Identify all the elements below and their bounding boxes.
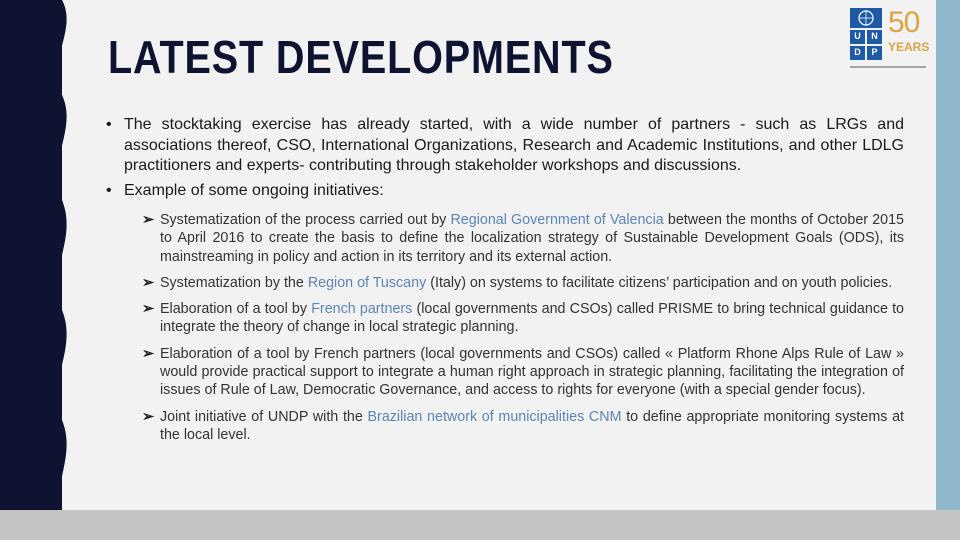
logo-anniversary-number: 50 xyxy=(888,6,920,39)
initiative-item: ➢ Elaboration of a tool by French partners (local governments and CSOs) called PRISME to bring technical guidance to integrate the theory of change in local strategic planning. xyxy=(142,301,905,336)
arrow-bullet-icon: ➢ xyxy=(142,301,154,318)
bullet-dot-icon: • xyxy=(106,116,112,133)
logo-letter-u: U xyxy=(850,30,865,44)
bottom-gray-bar xyxy=(0,510,960,540)
initiative-item: ➢ Systematization by the Region of Tuscany (Italy) on systems to facilitate citizens’ participation and on youth policies. xyxy=(142,274,893,291)
undp-50-years-logo xyxy=(850,6,930,68)
initiative-item: ➢ Elaboration of a tool by French partners (local governments and CSOs) called « Platform Rhone Alps Rule of Law » would provide practical support to integrate a human right approach in strategic planning, facilitating the integration of issues of Rule of Law, Democratic Governance, and access to rights for everyone (with a special gender focus). xyxy=(142,345,904,399)
bullet-item: • The stocktaking exercise has already started, with a wide number of partners - such as LRGs and associations thereof, CSO, International Organizations, Research and Academic Institutions, and other LDLG practitioners and experts- contributing through stakeholder workshops and discussions. xyxy=(106,116,904,174)
arrow-bullet-icon: ➢ xyxy=(142,408,154,425)
right-accent-strip xyxy=(936,0,960,510)
logo-tagline-line xyxy=(850,66,926,68)
bullet-dot-icon: • xyxy=(106,181,112,199)
arrow-bullet-icon: ➢ xyxy=(142,345,154,362)
logo-letter-n: N xyxy=(867,30,882,44)
arrow-bullet-icon: ➢ xyxy=(142,274,154,291)
logo-letter-d: D xyxy=(850,46,865,60)
highlight-text: Brazilian network of municipalities CNM xyxy=(367,408,622,425)
slide-title: LATEST DEVELOPMENTS xyxy=(108,31,614,83)
slide-content xyxy=(106,115,904,452)
highlight-text: Region of Tuscany xyxy=(307,274,427,291)
un-emblem-icon xyxy=(850,8,882,28)
highlight-text: French partners xyxy=(311,301,413,318)
highlight-text: Regional Government of Valencia xyxy=(450,212,664,228)
bullet-item: • Example of some ongoing initiatives: xyxy=(106,181,904,202)
logo-letter-p: P xyxy=(867,46,882,60)
wavy-edge-decoration xyxy=(40,0,80,540)
initiative-item: ➢ Joint initiative of UNDP with the Brazilian network of municipalities CNM to define appropriate monitoring systems at the local level. xyxy=(142,408,904,443)
undp-emblem xyxy=(850,8,882,60)
logo-years-label: YEARS xyxy=(888,40,930,54)
arrow-bullet-icon: ➢ xyxy=(142,212,154,228)
initiative-item: ➢ Systematization of the process carried out by Regional Government of Valencia between the months of October 2015 to April 2016 to create the basis to define the localization strategy of Sustainable Development Goals (ODS), its mainstreaming in policy and action in its territory and its external action. xyxy=(142,212,904,265)
